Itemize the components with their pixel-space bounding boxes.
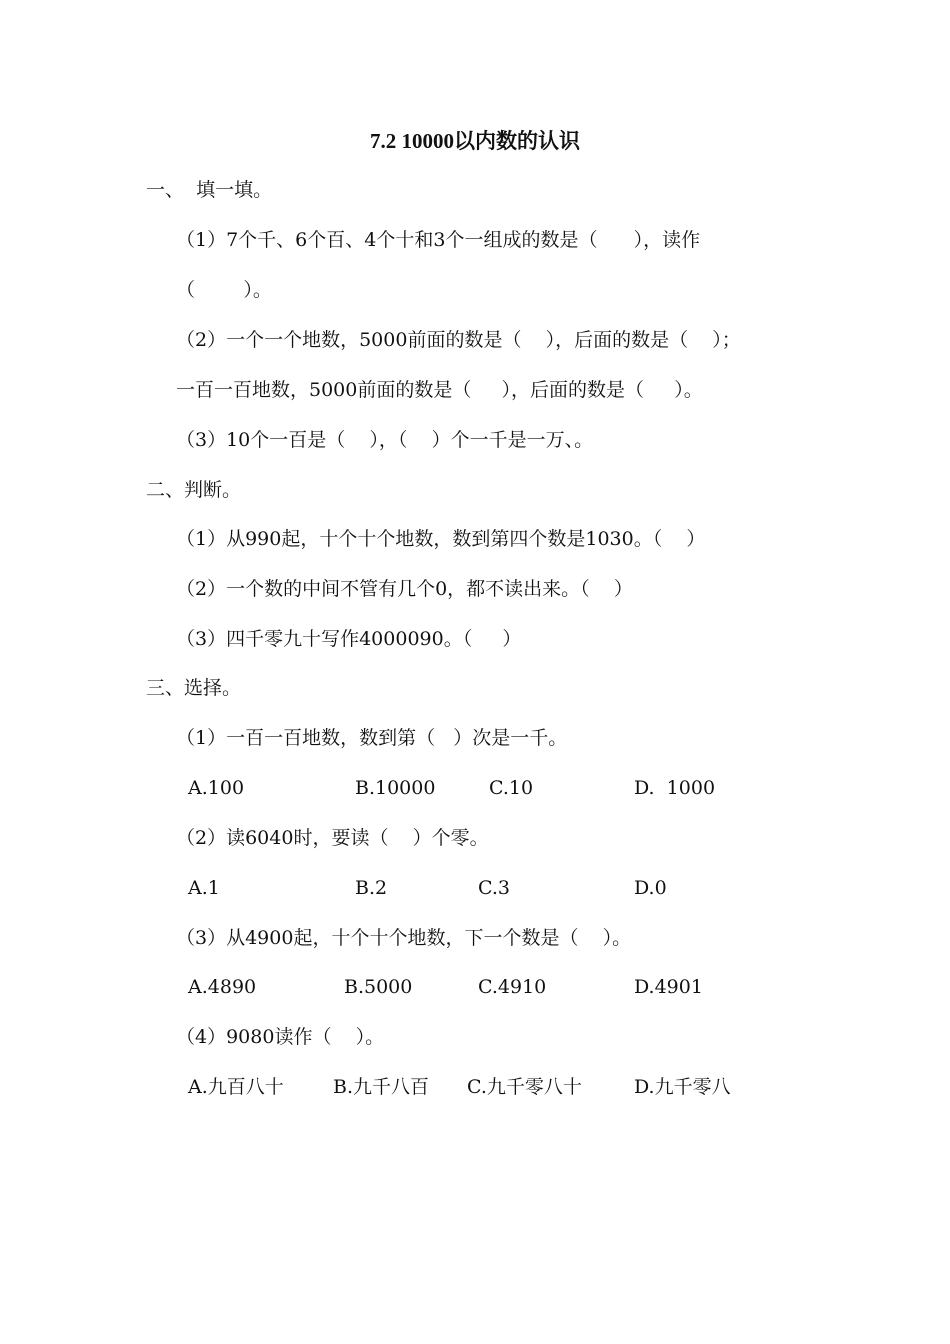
q3-4-option-c: C.九千零八十 [467,1076,582,1098]
q3-2-option-d: D.0 [634,877,667,899]
question-1-3: （3）10个一百是（ ），（ ）个一千是一万、。 [176,429,594,451]
q3-2-option-b: B.2 [355,877,388,899]
q3-4-option-a: A.九百八十 [188,1076,284,1098]
q3-4-option-b: B.九千八百 [333,1076,430,1098]
page-title: 7.2 10000以内数的认识 [370,129,580,153]
question-3-4: （4）9080读作（ ）。 [176,1026,385,1048]
q3-3-option-a: A.4890 [188,976,257,998]
q3-3-option-d: D.4901 [634,976,703,998]
q3-1-option-a: A.100 [188,777,245,799]
question-2-2: （2）一个数的中间不管有几个0，都不读出来。（ ） [176,578,633,600]
question-2-1: （1）从990起，十个十个地数，数到第四个数是1030。（ ） [176,528,706,550]
q3-1-option-d: D. 1000 [634,777,716,799]
question-3-2: （2）读6040时，要读（ ）个零。 [176,827,489,849]
question-1-1-line-1: （1）7个千、6个百、4个十和3个一组成的数是（ ），读作 [176,229,701,251]
question-3-3: （3）从4900起，十个十个地数，下一个数是（ ）。 [176,927,632,949]
q3-1-option-c: C.10 [489,777,534,799]
section-heading-choose: 三、选择。 [146,677,242,699]
q3-2-option-c: C.3 [478,877,510,899]
q3-3-option-c: C.4910 [478,976,547,998]
question-2-3: （3）四千零九十写作4000090。（ ） [176,628,522,650]
question-3-1: （1）一百一百地数，数到第（ ）次是一千。 [176,727,568,749]
question-1-2-line-1: （2）一个一个地数，5000前面的数是（ ），后面的数是（ ）； [176,329,741,351]
section-heading-fill-in: 一、 填一填。 [146,179,273,201]
question-1-1-line-2: （ ）。 [176,279,272,301]
q3-2-option-a: A.1 [188,877,220,899]
section-heading-judge: 二、判断。 [146,479,242,501]
q3-3-option-b: B.5000 [344,976,413,998]
q3-4-option-d: D.九千零八 [634,1076,731,1098]
q3-1-option-b: B.10000 [355,777,436,799]
question-1-2-line-2: 一百一百地数，5000前面的数是（ ），后面的数是（ ）。 [176,379,703,401]
